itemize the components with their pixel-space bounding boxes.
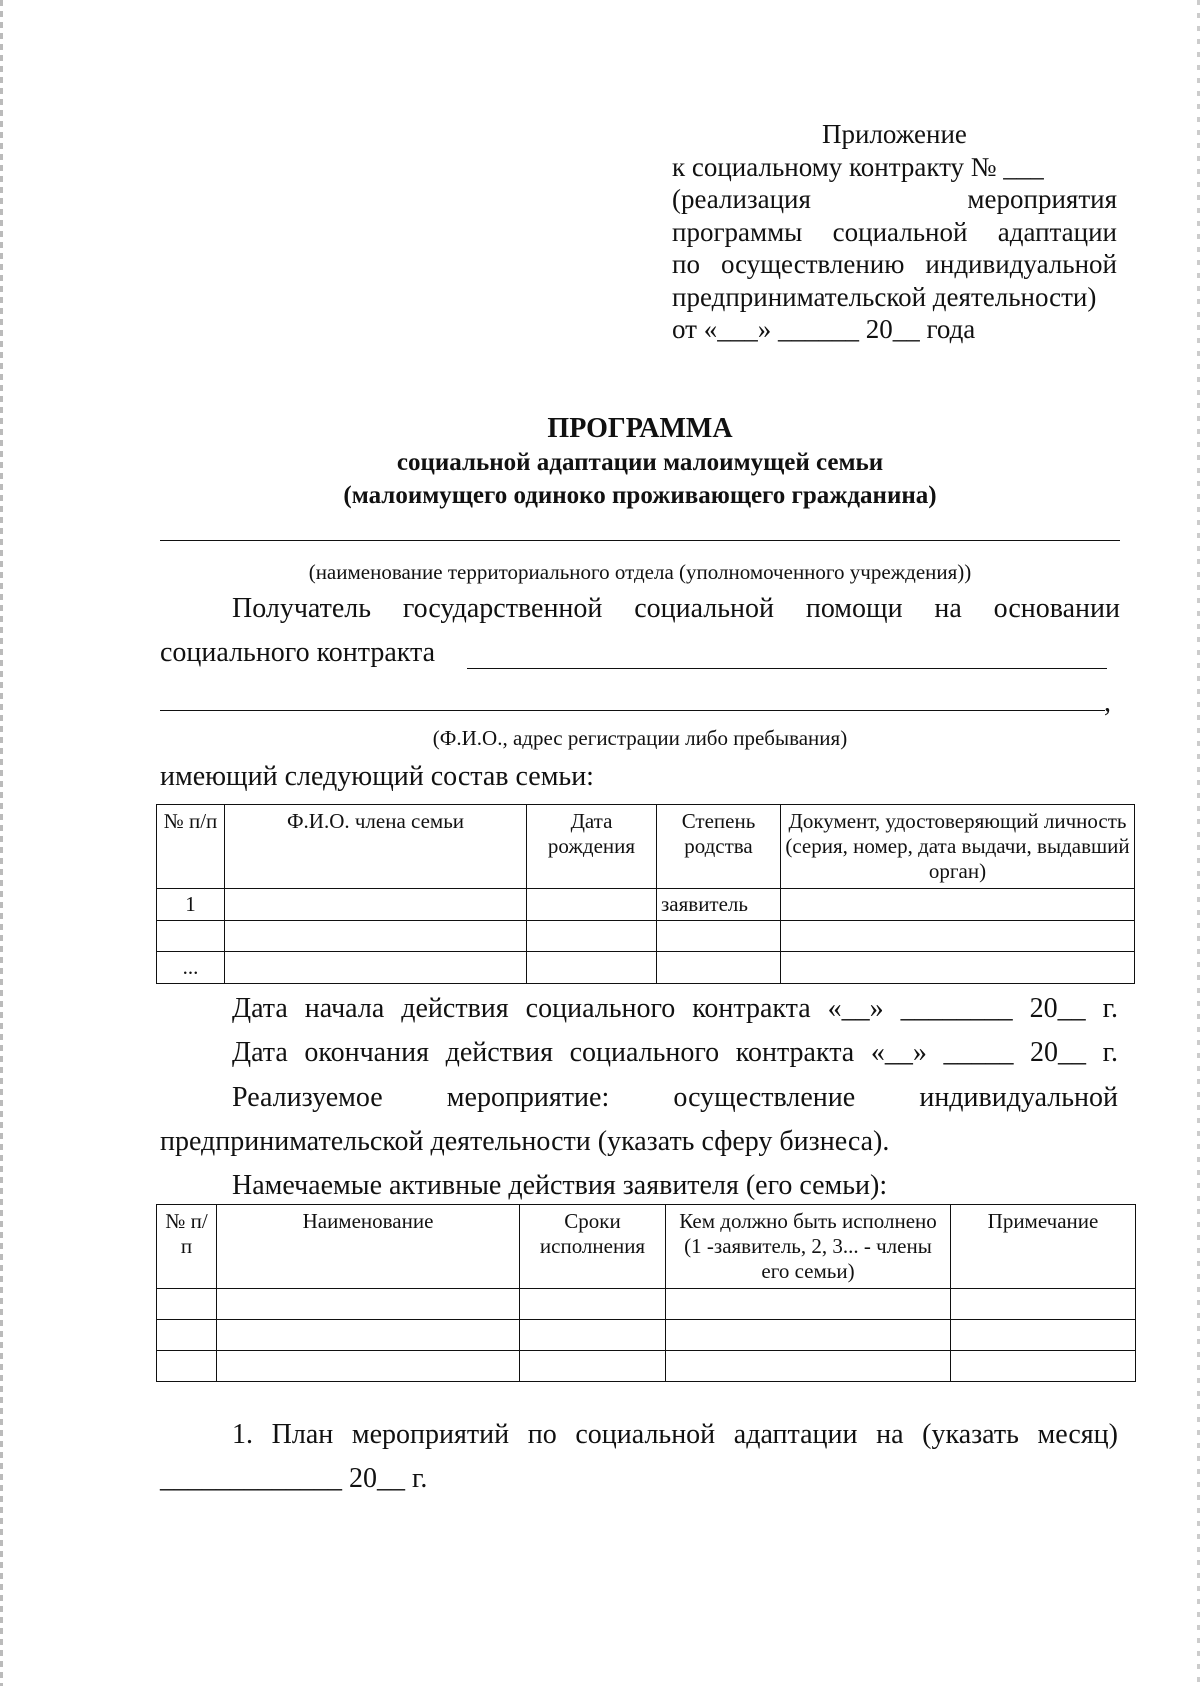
- recipient-comma: ,: [1104, 687, 1111, 718]
- scan-edge-left: [0, 0, 3, 1686]
- table-cell: [951, 1320, 1136, 1351]
- col-header-name: Наименование: [217, 1205, 520, 1289]
- recipient-line-1: Получатель государственной социальной помощи на основании: [232, 593, 1120, 624]
- col-header-birth-date: Дата рождения: [527, 805, 657, 889]
- appendix-line: программы социальной адаптации: [672, 216, 1117, 247]
- table-cell: [666, 1289, 951, 1320]
- table-cell: [781, 921, 1135, 952]
- appendix-line: предпринимательской деятельности): [672, 281, 1097, 312]
- table-cell: [217, 1351, 520, 1382]
- contract-start-date: Дата начала действия социального контракта «__» ________ 20__ г.: [232, 993, 1118, 1024]
- table-cell: ...: [157, 952, 225, 984]
- table-cell: [157, 1289, 217, 1320]
- actions-table-header: [157, 1205, 1136, 1289]
- table-row: [157, 1289, 1136, 1320]
- table-cell: [225, 921, 527, 952]
- recipient-fill-line-2: [160, 710, 1105, 711]
- appendix-block: [672, 118, 1117, 346]
- table-row: [157, 1351, 1136, 1382]
- table-cell: [781, 889, 1135, 921]
- recipient-fill-line: [467, 668, 1107, 669]
- table-cell: [666, 1351, 951, 1382]
- recipient-line-2: социального контракта: [160, 637, 435, 668]
- table-cell: [951, 1289, 1136, 1320]
- table-cell: [520, 1351, 666, 1382]
- family-table: [156, 804, 1135, 984]
- table-cell: [217, 1289, 520, 1320]
- table-row: [157, 889, 1135, 921]
- table-cell: [666, 1320, 951, 1351]
- table-cell: заявитель: [657, 889, 781, 921]
- table-cell: [781, 952, 1135, 984]
- table-cell: [527, 952, 657, 984]
- table-cell: [657, 952, 781, 984]
- appendix-contract-number: к социальному контракту № ___: [672, 151, 1044, 182]
- table-cell: [157, 1351, 217, 1382]
- plan-line-2: _____________ 20__ г.: [160, 1463, 428, 1494]
- program-title: [160, 412, 1120, 512]
- col-header-number: № п/п: [157, 805, 225, 889]
- appendix-line: (реализация мероприятия: [672, 184, 1117, 214]
- col-header-deadlines: Сроки исполнения: [520, 1205, 666, 1289]
- title-subtitle-2: (малоимущего одиноко проживающего гражданина): [343, 482, 937, 509]
- table-row: [157, 1320, 1136, 1351]
- measure-line-1: Реализуемое мероприятие: осуществление индивидуальной: [232, 1082, 1118, 1113]
- table-cell: [225, 889, 527, 921]
- title-subtitle: социальной адаптации малоимущей семьи: [396, 449, 884, 476]
- recipient-caption: (Ф.И.О., адрес регистрации либо пребывания): [432, 726, 848, 750]
- table-cell: 1: [157, 889, 225, 921]
- table-cell: [527, 921, 657, 952]
- org-caption: (наименование территориального отдела (уполномоченного учреждения)): [308, 560, 972, 584]
- table-row: [157, 921, 1135, 952]
- table-cell: [951, 1351, 1136, 1382]
- actions-intro: Намечаемые активные действия заявителя (его семьи):: [232, 1170, 888, 1201]
- title-main: ПРОГРАММА: [547, 413, 733, 444]
- table-cell: [520, 1289, 666, 1320]
- col-header-id-document: Документ, удостоверяющий личность (серия, номер, дата выдачи, выдавший орган): [781, 805, 1135, 889]
- table-row: [157, 952, 1135, 984]
- table-cell: [657, 921, 781, 952]
- col-header-relation: Степень родства: [657, 805, 781, 889]
- table-cell: [527, 889, 657, 921]
- contract-end-date: Дата окончания действия социального контракта «__» _____ 20__ г.: [232, 1037, 1118, 1068]
- actions-table: [156, 1204, 1136, 1382]
- table-cell: [520, 1320, 666, 1351]
- table-cell: [217, 1320, 520, 1351]
- table-cell: [157, 921, 225, 952]
- measure-line-2: предпринимательской деятельности (указать сферу бизнеса).: [160, 1126, 890, 1157]
- family-intro: имеющий следующий состав семьи:: [160, 761, 594, 792]
- col-header-executor: Кем должно быть исполнено (1 -заявитель, 2, 3... - члены его семьи): [666, 1205, 951, 1289]
- appendix-date-line: от «___» ______ 20__ года: [672, 314, 976, 344]
- col-header-number: № п/п: [157, 1205, 217, 1289]
- col-header-fio: Ф.И.О. члена семьи: [225, 805, 527, 889]
- table-cell: [157, 1320, 217, 1351]
- plan-line-1: 1. План мероприятий по социальной адаптации на (указать месяц): [232, 1419, 1118, 1450]
- appendix-title: Приложение: [822, 119, 967, 149]
- appendix-line: по осуществлению индивидуальной: [672, 249, 1117, 279]
- family-table-header: [157, 805, 1135, 889]
- org-name-line: [160, 540, 1120, 541]
- col-header-note: Примечание: [951, 1205, 1136, 1289]
- table-cell: [225, 952, 527, 984]
